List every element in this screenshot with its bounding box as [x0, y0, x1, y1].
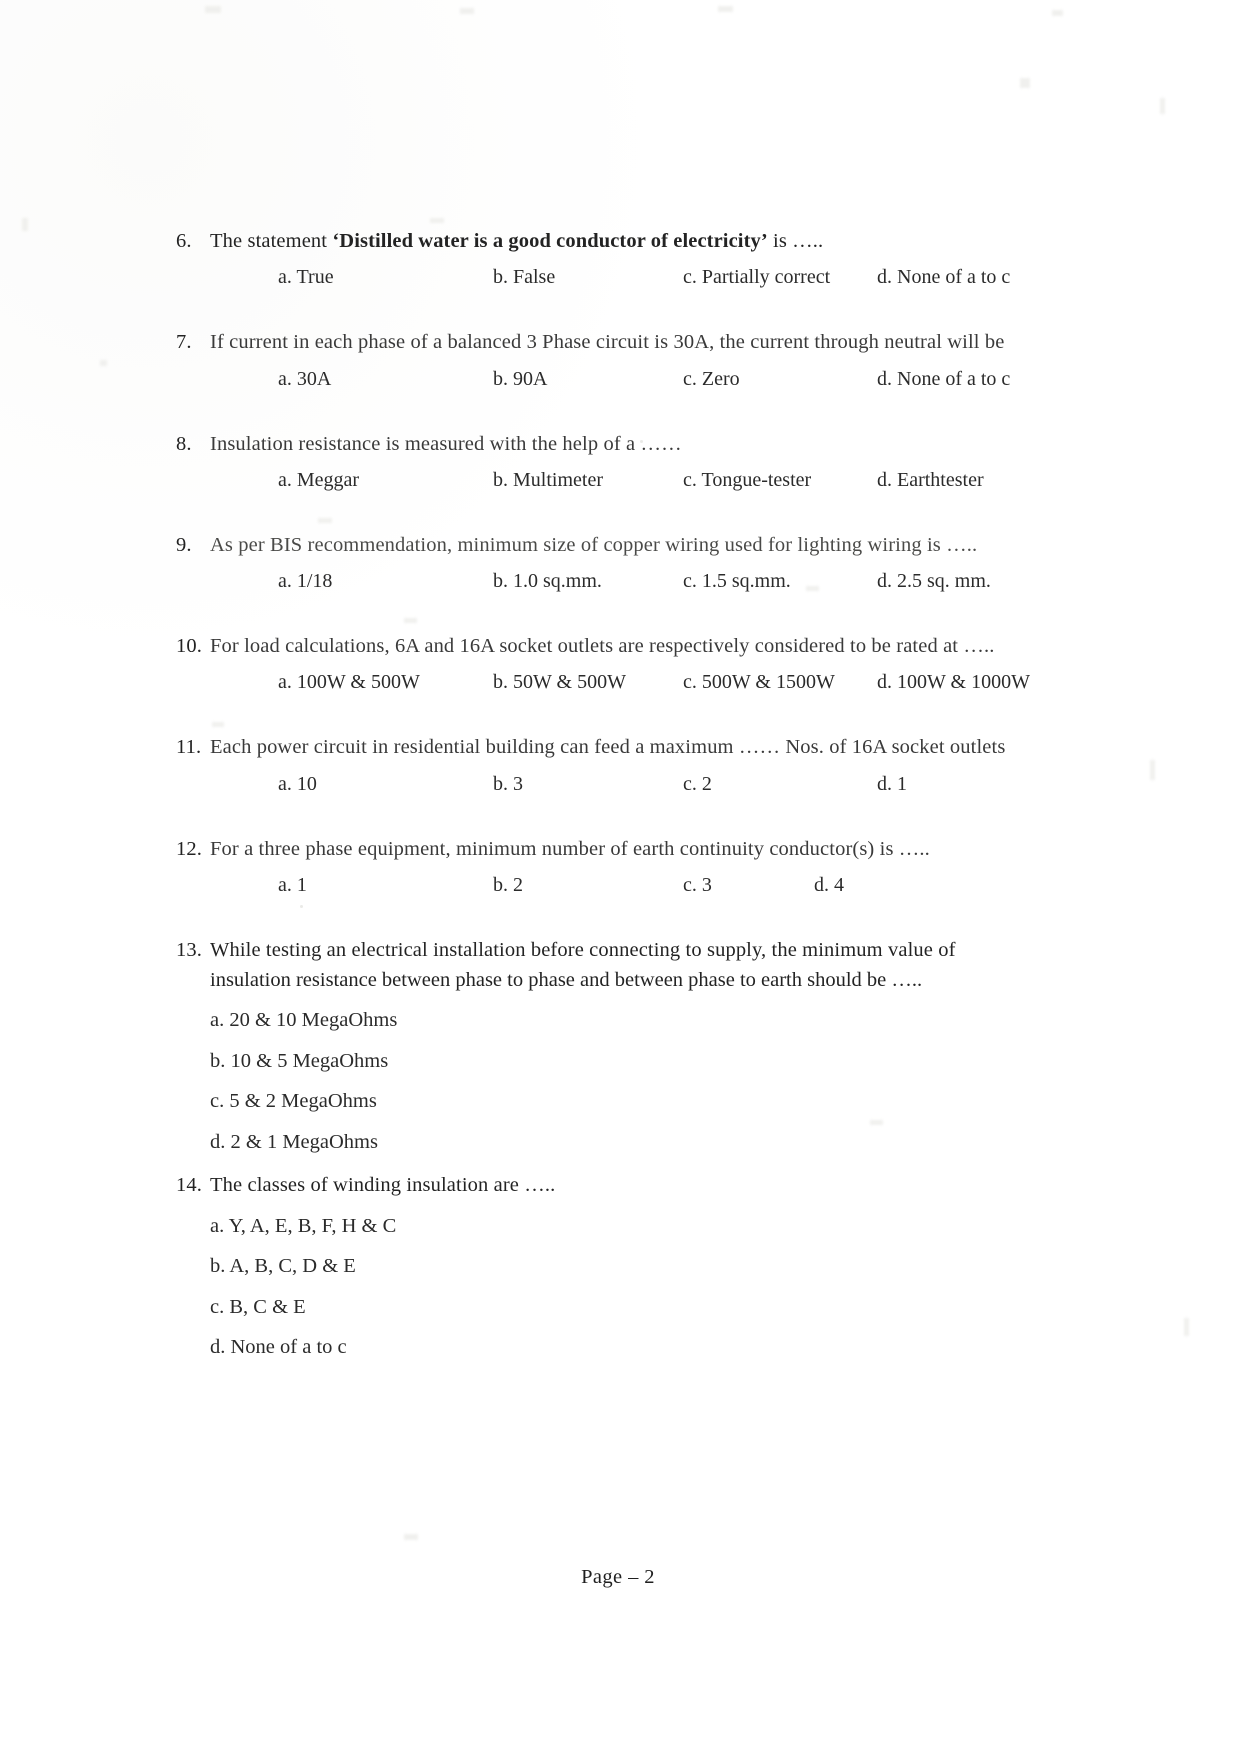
question-item [176, 532, 1060, 610]
question-text: The classes of winding insulation are ….. [210, 1174, 556, 1197]
question-item [176, 329, 1060, 407]
question-number: 13. [176, 938, 202, 961]
option-b[interactable]: b. Multimeter [493, 468, 603, 491]
option-c[interactable]: c. Partially correct [683, 266, 831, 289]
option-a[interactable]: a. 1/18 [278, 570, 333, 592]
question-number: 11. [176, 736, 202, 759]
question-text: Insulation resistance is measured with the help of a …… [210, 432, 682, 455]
option-a[interactable]: a. 30A [278, 367, 332, 390]
option-c[interactable]: c. Zero [683, 367, 740, 390]
scan-artifact [1052, 10, 1063, 16]
question-line [176, 734, 1060, 761]
option-a[interactable]: a. Y, A, E, B, F, H & C [210, 1214, 397, 1237]
option-b[interactable]: b. 1.0 sq.mm. [493, 570, 602, 592]
scan-artifact [430, 218, 444, 223]
option-row [210, 874, 1060, 914]
option-a[interactable]: a. Meggar [278, 468, 360, 491]
option-c[interactable]: c. 2 [683, 772, 712, 795]
question-text-before: The statement [210, 230, 333, 252]
option-c[interactable]: c. B, C & E [210, 1295, 306, 1318]
option-d[interactable]: d. 100W & 1000W [877, 671, 1030, 694]
question-text: If current in each phase of a balanced 3 Phase circuit is 30A, the current through neutral will be [210, 331, 1005, 354]
option-b[interactable]: b. 90A [493, 367, 548, 390]
scan-artifact [22, 218, 28, 231]
question-number: 8. [176, 432, 192, 455]
question-text [210, 228, 1060, 255]
question-list [176, 228, 1060, 1588]
question-text: As per BIS recommendation, minimum size of copper wiring used for lighting wiring is ….. [210, 533, 978, 556]
question-item [176, 937, 1060, 1153]
option-d[interactable]: d. None of a to c [210, 1336, 347, 1358]
option-b[interactable]: b. 3 [493, 772, 523, 795]
option-row [210, 469, 1060, 509]
question-number: 6. [176, 230, 192, 252]
question-number: 9. [176, 533, 192, 556]
question-item [176, 734, 1060, 812]
scan-artifact [718, 6, 733, 12]
question-number: 14. [176, 1174, 202, 1197]
question-item [176, 633, 1060, 711]
page-footer: Page – 2 [581, 1566, 655, 1588]
question-text: Each power circuit in residential building can feed a maximum …… Nos. of 16A socket outlets [210, 736, 1006, 759]
scan-artifact [100, 360, 107, 366]
option-d[interactable]: d. 2.5 sq. mm. [877, 570, 991, 592]
scan-artifact [460, 8, 474, 14]
question-text: While testing an electrical installation before connecting to supply, the minimum value of [210, 938, 956, 961]
question-text-emphasis: ‘Distilled water is a good conductor of electricity’ [332, 230, 768, 252]
scan-artifact [1160, 98, 1165, 114]
question-line [176, 532, 1060, 559]
option-d[interactable]: d. None of a to c [877, 266, 1011, 289]
option-b[interactable]: b. 2 [493, 873, 523, 896]
option-c[interactable]: c. Tongue-tester [683, 468, 812, 491]
question-number: 12. [176, 837, 202, 860]
question-item [176, 836, 1060, 914]
scan-artifact [1020, 78, 1030, 88]
option-c[interactable]: c. 500W & 1500W [683, 671, 835, 694]
question-line [176, 431, 1060, 458]
question-number: 10. [176, 635, 202, 657]
question-line [176, 228, 1060, 255]
scan-artifact [1150, 760, 1155, 780]
question-item [176, 431, 1060, 509]
option-d[interactable]: d. 4 [814, 873, 844, 896]
option-a[interactable]: a. 20 & 10 MegaOhms [210, 1009, 398, 1032]
question-number: 7. [176, 331, 192, 354]
option-row [210, 266, 1060, 306]
option-c[interactable]: c. 5 & 2 MegaOhms [210, 1090, 377, 1113]
option-column [210, 1010, 1060, 1152]
option-a[interactable]: a. 1 [278, 873, 307, 896]
question-line [176, 1172, 1060, 1199]
question-item [176, 1172, 1060, 1357]
question-line [176, 836, 1060, 863]
option-d[interactable]: d. 1 [877, 772, 907, 795]
question-line [176, 329, 1060, 356]
option-row [210, 773, 1060, 813]
option-d[interactable]: d. Earthtester [877, 468, 984, 491]
option-a[interactable]: a. 100W & 500W [278, 671, 420, 694]
option-a[interactable]: a. 10 [278, 772, 317, 795]
option-row [210, 570, 1060, 610]
question-line [176, 937, 1060, 964]
option-column [210, 1216, 1060, 1358]
option-d[interactable]: d. None of a to c [877, 367, 1011, 390]
question-line [176, 633, 1060, 660]
option-row [210, 368, 1060, 408]
scan-artifact [1184, 1318, 1189, 1336]
option-row [210, 671, 1060, 711]
scan-artifact [205, 6, 221, 13]
option-b[interactable]: b. A, B, C, D & E [210, 1255, 356, 1277]
option-a[interactable]: a. True [278, 266, 334, 289]
option-b[interactable]: b. False [493, 266, 556, 289]
option-b[interactable]: b. 10 & 5 MegaOhms [210, 1049, 389, 1072]
scan-artifact [404, 1534, 418, 1540]
question-text-continuation: insulation resistance between phase to phase and between phase to earth should be ….. [210, 969, 923, 991]
question-item [176, 228, 1060, 306]
option-d[interactable]: d. 2 & 1 MegaOhms [210, 1130, 378, 1153]
question-text-after: is ….. [767, 230, 824, 252]
option-c[interactable]: c. 3 [683, 873, 712, 896]
question-text: For a three phase equipment, minimum number of earth continuity conductor(s) is ….. [210, 837, 930, 860]
option-b[interactable]: b. 50W & 500W [493, 671, 626, 694]
question-text: For load calculations, 6A and 16A socket outlets are respectively considered to be rated at ….. [210, 635, 995, 657]
option-c[interactable]: c. 1.5 sq.mm. [683, 570, 791, 592]
